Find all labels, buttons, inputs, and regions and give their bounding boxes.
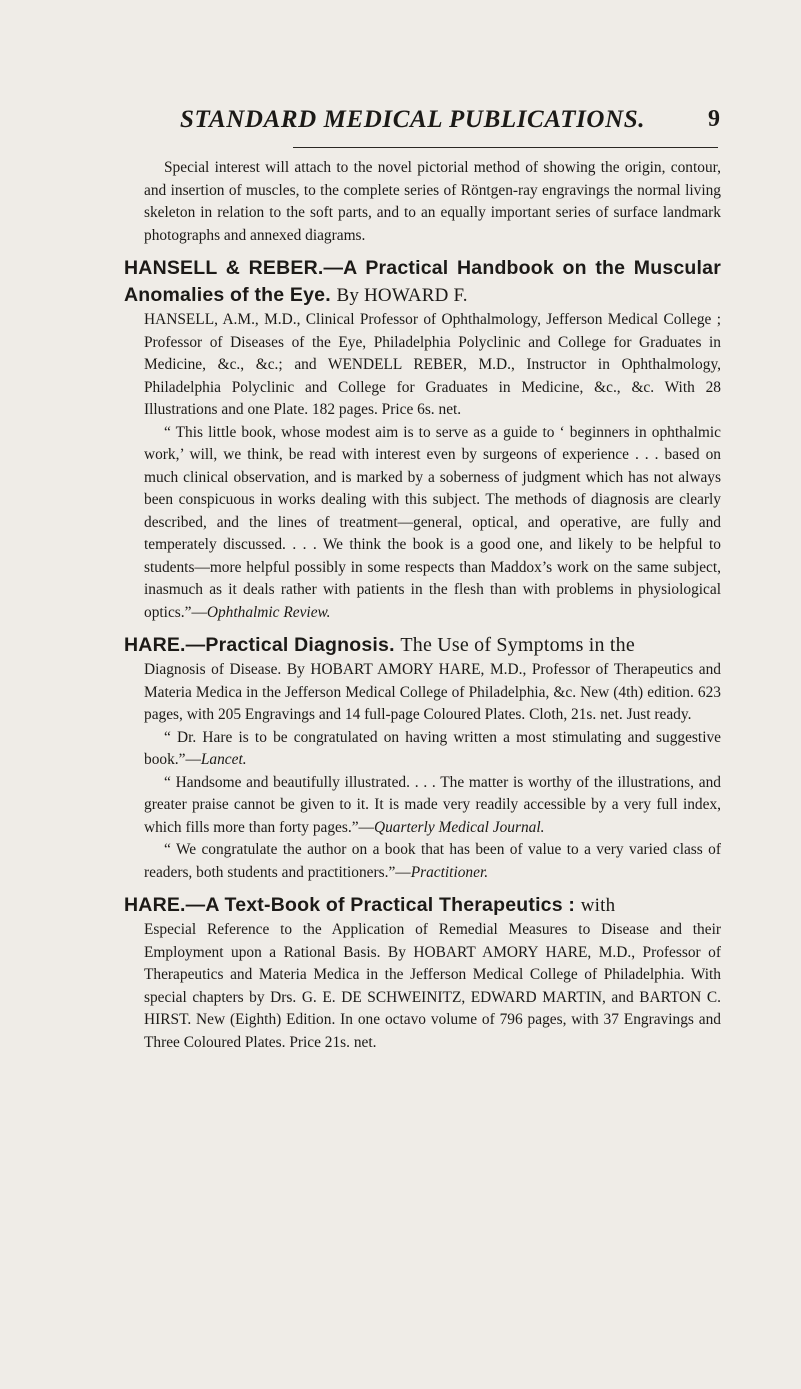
entry-hare-therapeutics — [124, 892, 721, 1054]
page-number: 9 — [708, 106, 720, 132]
running-title: STANDARD MEDICAL PUBLICATIONS. — [180, 106, 646, 133]
body-text — [124, 157, 721, 1054]
entry-hansell-reber — [124, 255, 721, 624]
entry-by: with — [580, 895, 616, 916]
entry-description: HANSELL, A.M., M.D., Clinical Professor of Ophthalmology, Jefferson Medical College ; Professor of Diseases of the Eye, Philadelphia Polyclinic and College for Graduates in Medicine, &c., &c.; and WENDELL REBER, M.D., Instructor in Ophthalmology, Philadelphia Polyclinic and College for Graduates in Medicine, &c., &c. With 28 Illustrations and one Plate. 182 pages. Price 6s. net. — [144, 311, 721, 418]
running-head — [180, 106, 720, 146]
entry-hare-diagnosis — [124, 632, 721, 884]
entry-title: —Practical Diagnosis. — [185, 634, 395, 656]
entry-review — [144, 422, 721, 625]
header-rule — [293, 147, 718, 148]
review-source: Ophthalmic Review. — [206, 603, 331, 621]
review-text: “ Handsome and beautifully illustrated. . . . The matter is worthy of the illustrations, and greater praise cannot be given to it. It is made very readily accessible by a very full index, which fills more than forty pages.”— — [144, 773, 721, 836]
entry-author: HARE. — [124, 634, 186, 656]
review-source: Quarterly Medical Journal. — [373, 818, 545, 836]
review-source: Lancet. — [200, 751, 247, 768]
entry-heading — [124, 255, 721, 309]
review-source: Practitioner. — [410, 863, 489, 881]
entry-author: HANSELL & REBER. — [124, 257, 324, 279]
review-text: “ This little book, whose modest aim is to serve as a guide to ‘ beginners in ophthalmic work,’ will, we think, be read with interest even by surgeons of experience . . . based on much clinical observation, and is marked by a soberness of judgment which has not always been conspicuous in works dealing with this subject. The methods of diagnosis are clearly described, and the lines of treatment—general, optical, and operative, are fully and temperately discussed. . . . We think the book is a good one, and likely to be helpful to students—more helpful possibly in some respects than Maddox’s work on the same subject, inasmuch as it deals rather with patients in the flesh than with problems in physiological optics.”— — [144, 423, 721, 621]
entry-review — [144, 839, 721, 884]
entry-author: HARE. — [124, 894, 186, 916]
entry-description: Especial Reference to the Application of Remedial Measures to Disease and their Employment upon a Rational Basis. By HOBART AMORY HARE, M.D., Professor of Therapeutics and Materia Medica in the Jefferson Medical College of Philadelphia. With special chapters by Drs. G. E. DE SCHWEINITZ, EDWARD MARTIN, and BARTON C. HIRST. New (Eighth) Edition. In one octavo volume of 796 pages, with 37 Engravings and Three Coloured Plates. Price 21s. net. — [144, 921, 721, 1051]
entry-heading — [124, 892, 721, 919]
review-text: “ Dr. Hare is to be congratulated on having written a most stimulating and suggestive book.”— — [144, 728, 721, 768]
entry-by: The Use of Symptoms in the — [400, 634, 635, 656]
entry-title: —A Practical Handbook on the Muscular Anomalies of the Eye. — [124, 257, 721, 306]
review-text: “ We congratulate the author on a book that has been of value to a very varied class of readers, both students and practitioners.”— — [144, 841, 721, 881]
entry-heading — [124, 632, 721, 659]
entry-review — [144, 772, 721, 840]
intro-paragraph: Special interest will attach to the novel pictorial method of showing the origin, contour, and insertion of muscles, to the complete series of Röntgen-ray engravings the normal living skeleton in relation to the soft parts, and to an equally important series of surface landmark photographs and annexed diagrams. — [144, 159, 721, 244]
entry-review — [144, 727, 721, 772]
entry-title: —A Text-Book of Practical Therapeutics : — [185, 894, 576, 916]
entry-by: By HOWARD F. — [336, 285, 468, 306]
entry-description: Diagnosis of Disease. By HOBART AMORY HARE, M.D., Professor of Therapeutics and Materia Medica in the Jefferson Medical College of Philadelphia, &c. New (4th) edition. 623 pages, with 205 Engravings and 14 full-page Coloured Plates. Cloth, 21s. net. Just ready. — [144, 661, 721, 723]
